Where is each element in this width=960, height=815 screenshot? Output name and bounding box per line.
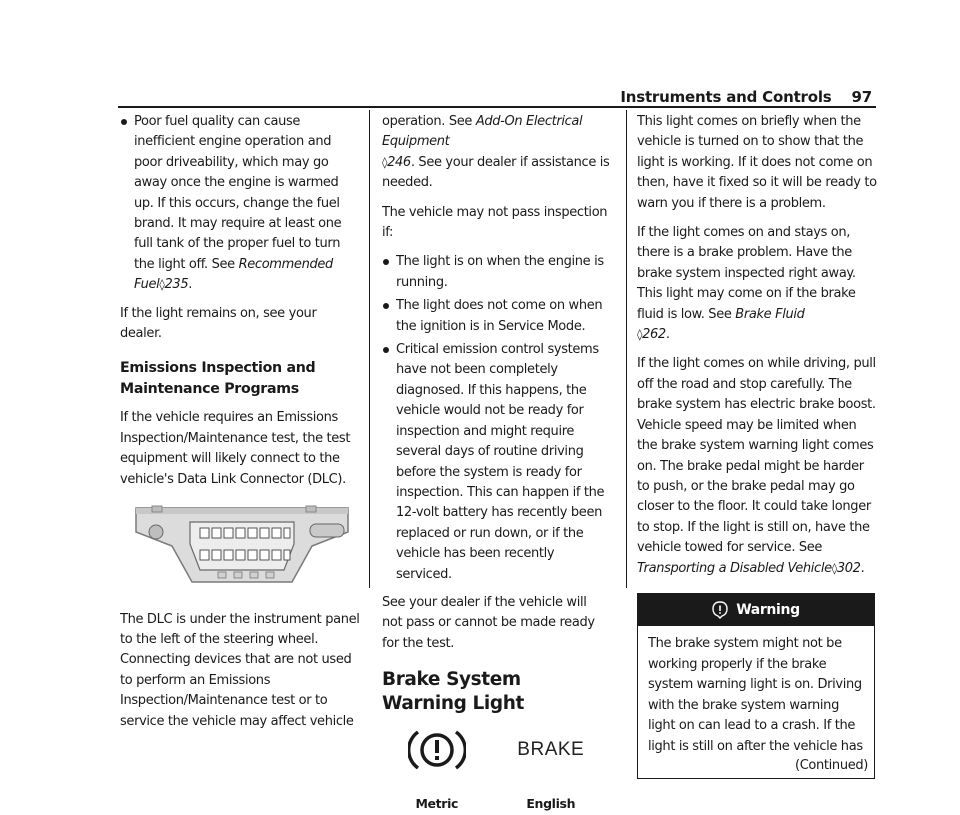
paragraph: operation. See Add-On Electrical Equipment ◊246. See your dealer if assistance is needed. — [382, 114, 610, 191]
figure-english — [517, 728, 584, 814]
page-ref[interactable]: 262 — [642, 327, 666, 343]
column-divider-2 — [626, 110, 627, 588]
column-1 — [120, 112, 360, 741]
link-brake-fluid[interactable]: Brake Fluid — [735, 306, 805, 322]
caution-icon — [712, 601, 728, 619]
brake-figures — [382, 728, 610, 814]
figure-metric — [408, 728, 466, 814]
page-ref-arrow-icon: ◊ — [637, 328, 643, 342]
list-item: Critical emission control systems have not been completely diagnosed. If this happens, the vehicle would not be ready for inspection and might require several days of routine driving before the system is ready for inspection. This can happen if the 12-volt battery has recently been replaced or run down, or if the vehicle has been recently serviced. — [382, 340, 610, 585]
paragraph: The vehicle may not pass inspection if: — [382, 204, 608, 241]
paragraph: If the vehicle requires an Emissions Inspection/Maintenance test, the test equipment will likely connect to the vehicle's Data Link Connector (DLC). — [120, 410, 351, 487]
heading-brake-warning: Brake System Warning Light — [382, 669, 524, 715]
page-ref[interactable]: 235 — [164, 277, 189, 293]
warning-text: The brake system might not be working properly if the brake system warning light is on. Driving with the brake system warning light on can lead to a crash. If the light is still on after the vehicle has — [648, 635, 863, 754]
paragraph: If the light comes on and stays on, there is a brake problem. Have the brake system inspected right away. This light may come on if the brake fluid is low. See Brake Fluid ◊262. — [637, 225, 856, 343]
page-ref-arrow-icon: ◊ — [159, 278, 165, 292]
subheading-emissions: Emissions Inspection and Maintenance Programs — [120, 360, 316, 398]
column-2 — [382, 112, 610, 815]
link-recommended-fuel[interactable]: Recommended Fuel — [134, 256, 333, 293]
page-ref-arrow-icon: ◊ — [382, 155, 388, 169]
list-item: The light does not come on when the ignition is in Service Mode. — [382, 296, 610, 337]
brake-text-icon: BRAKE — [517, 738, 585, 760]
warning-title: Warning — [736, 601, 800, 618]
column-divider-1 — [369, 110, 370, 588]
header-rule — [118, 106, 876, 108]
caption-english: English — [526, 796, 576, 812]
paragraph: If the light remains on, see your dealer. — [120, 305, 317, 342]
warning-header — [638, 594, 874, 626]
continued-label: (Continued) — [794, 757, 868, 773]
link-transporting-disabled-vehicle[interactable]: Transporting a Disabled Vehicle — [637, 560, 832, 576]
page-ref[interactable]: 302 — [836, 560, 861, 576]
brake-warning-metric-icon — [408, 728, 466, 772]
page-ref[interactable]: 246 — [387, 154, 411, 170]
section-title: Instruments and Controls — [620, 88, 832, 106]
paragraph: See your dealer if the vehicle will not pass or cannot be made ready for the test. — [382, 594, 595, 651]
paragraph: This light comes on briefly when the vehicle is turned on to show that the light is working. If it does not come on then, have it fixed so it will be ready to warn you if there is a problem. — [637, 114, 877, 211]
page-header — [620, 82, 872, 106]
page-number: 97 — [851, 88, 872, 106]
warning-box — [637, 593, 875, 779]
column-3 — [637, 112, 877, 779]
bullet-fuel-quality: Poor fuel quality can cause inefficient engine operation and poor driveability, which may go away once the engine is warmed up. If this occurs, change the fuel brand. It may require at least one full tank of the proper fuel to turn the light off. See Recommended Fuel◊235. — [120, 112, 360, 296]
dlc-connector-icon — [134, 502, 350, 588]
paragraph: If the light comes on while driving, pull off the road and stop carefully. The brake system has electric brake boost. Vehicle speed may be limited when the brake system warning light comes on. The brake pedal might be harder to push, or the brake pedal may go closer to the floor. It could take longer to stop. If the light is still on, have the vehicle towed for service. See Transporting a Disabled Vehicle◊302. — [637, 356, 876, 576]
page-ref-arrow-icon: ◊ — [831, 561, 837, 575]
list-item: The light is on when the engine is running. — [382, 252, 610, 293]
paragraph: The DLC is under the instrument panel to the left of the steering wheel. Connecting devices that are not used to perform an Emissions Inspection/Maintenance test or to service the vehicle may affect vehicle — [120, 611, 360, 729]
dlc-connector-illustration — [134, 502, 360, 595]
warning-body — [638, 626, 874, 778]
link-add-on-electrical[interactable]: Add-On Electrical Equipment — [382, 114, 583, 150]
caption-metric: Metric — [415, 796, 459, 812]
